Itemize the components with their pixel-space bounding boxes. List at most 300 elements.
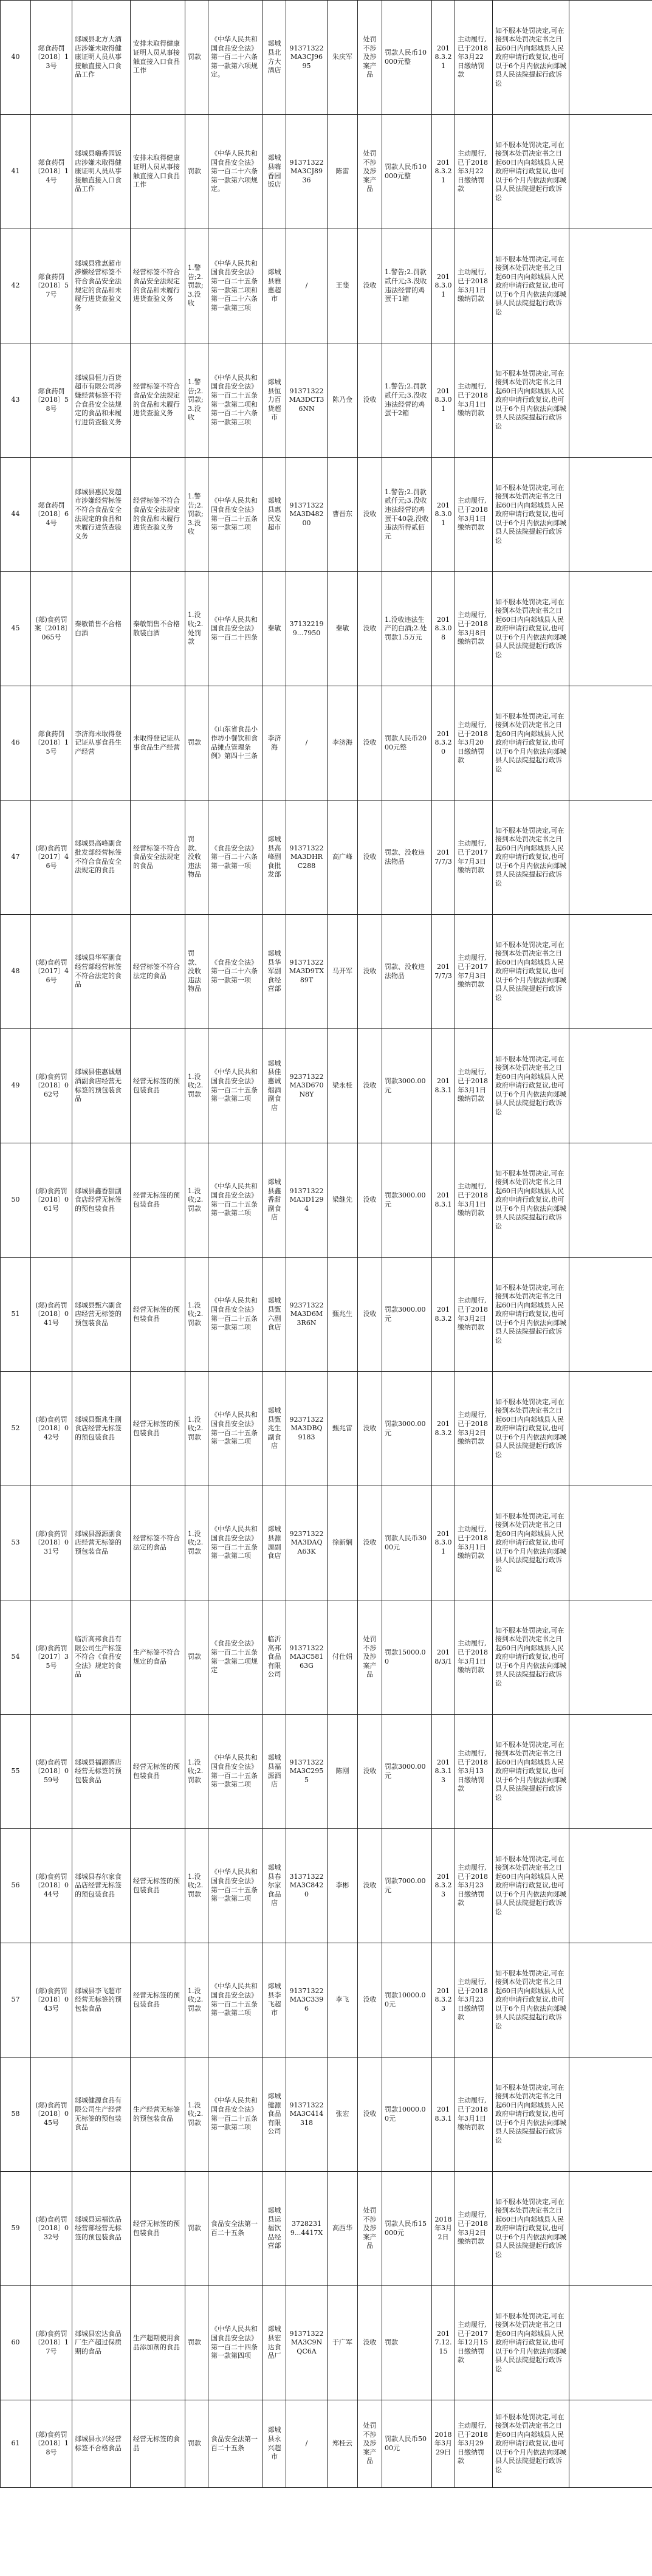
- party-name-text: 郯城县运福饮品经营部: [267, 2206, 281, 2250]
- decision-number-cell: [31, 1829, 72, 1943]
- remedy-cell: [493, 1943, 569, 2058]
- property-status-text: 没收: [363, 1881, 377, 1890]
- remedy-text: 如不服本处罚决定,可在接到本处罚决定书之日起60日内向郯城县人民政府申请行政复议,也可以于6个月内依法向郯城县人民法院提起行政诉讼: [495, 483, 566, 545]
- legal-representative-cell: [328, 1829, 358, 1943]
- row-number-text: 54: [11, 1653, 20, 1661]
- penalty-type-text: 1.警告;2.罚款;3.没收: [188, 492, 204, 536]
- credit-code-text: 92371322MA3DAQA63K: [289, 1529, 324, 1555]
- execution-text: 主动履行,已于2018年3月1日缴纳罚款: [458, 1525, 488, 1560]
- table-row: [1, 2172, 652, 2286]
- legal-representative-cell: [328, 1029, 358, 1143]
- property-status-cell: [358, 458, 382, 572]
- credit-code-text: 91371322MA3D48200: [289, 501, 324, 527]
- penalty-result-text: 罚款15000.00: [385, 1648, 426, 1665]
- penalty-type-cell: [185, 1715, 208, 1829]
- legal-representative-text: 马开军: [332, 967, 352, 976]
- row-number-text: 53: [11, 1538, 20, 1547]
- execution-text: 主动履行,已于2018年3月1日缴纳罚款: [458, 1068, 488, 1103]
- decision-date-text: 2018.3.1: [434, 2105, 452, 2123]
- row-number-text: 48: [11, 967, 20, 976]
- property-status-text: 处罚不涉及涉案产品: [363, 2206, 377, 2250]
- execution-text: 主动履行,已于2018年3月1日缴纳罚款: [458, 1182, 488, 1217]
- case-name-cell: [72, 1258, 131, 1372]
- legal-basis-text: 《中华人民共和国食品安全法》第一百二十五条第一款第二项: [211, 1868, 258, 1903]
- execution-text: 主动履行,已于2018年3月8日缴纳罚款: [458, 611, 488, 646]
- decision-number-cell: [31, 2286, 72, 2400]
- remedy-text: 如不服本处罚决定,可在接到本处罚决定书之日起60日内向郯城县人民政府申请行政复议,也可以于6个月内依法向郯城县人民法院提起行政诉讼: [495, 1397, 566, 1459]
- legal-basis-text: 《中华人民共和国食品安全法》第一百二十五条第一款第二项和第一百二十六条第一款第三项: [211, 259, 258, 312]
- row-number-text: 52: [11, 1424, 20, 1433]
- remark-cell: [569, 1600, 652, 1715]
- execution-cell: [455, 2286, 493, 2400]
- legal-basis-cell: [208, 2400, 263, 2488]
- execution-cell: [455, 1029, 493, 1143]
- remedy-cell: [493, 1258, 569, 1372]
- row-number-cell: [1, 1829, 31, 1943]
- penalty-result-text: 罚款人民币3000元: [385, 1534, 427, 1551]
- party-name-text: 郯城县春尔家食品店: [267, 1864, 281, 1907]
- property-status-text: 没收: [363, 1081, 377, 1090]
- party-name-cell: [263, 1372, 286, 1486]
- legal-basis-cell: [208, 2286, 263, 2400]
- table-row: [1, 801, 652, 915]
- violation-fact-cell: [131, 229, 185, 343]
- decision-number-cell: [31, 458, 72, 572]
- credit-code-cell: [286, 915, 328, 1029]
- party-name-cell: [263, 2172, 286, 2286]
- violation-fact-text: 经营无标签的食品: [133, 2434, 180, 2452]
- violation-fact-text: 经营标签不符合食品安全法规定的食品和未履行进货查验义务: [133, 497, 180, 532]
- penalty-result-cell: [382, 1, 432, 115]
- party-name-cell: [263, 1143, 286, 1258]
- violation-fact-cell: [131, 458, 185, 572]
- decision-number-cell: [31, 801, 72, 915]
- violation-fact-cell: [131, 1372, 185, 1486]
- penalty-type-text: 1.没收;2.罚款: [188, 2101, 204, 2127]
- party-name-cell: [263, 458, 286, 572]
- remedy-cell: [493, 2058, 569, 2172]
- decision-date-text: 2018.3.01: [434, 387, 452, 413]
- case-name-text: 郯城县佳惠诚烟酒副食店经营无标签的预包装食品: [75, 1068, 122, 1103]
- property-status-text: 没收: [363, 510, 377, 518]
- property-status-cell: [358, 1372, 382, 1486]
- table-row: [1, 1372, 652, 1486]
- remedy-cell: [493, 229, 569, 343]
- credit-code-cell: [286, 1258, 328, 1372]
- property-status-text: 没收: [363, 1996, 377, 2004]
- case-name-text: 郯城县运福饮品经营部经营无标签的预包装食品: [75, 2215, 122, 2241]
- party-name-text: 郯城县源源副食店: [267, 1525, 281, 1560]
- row-number-cell: [1, 2400, 31, 2488]
- decision-number-cell: [31, 343, 72, 458]
- remedy-cell: [493, 1600, 569, 1715]
- table-row: [1, 1258, 652, 1372]
- legal-basis-text: 《食品安全法》第一百二十五条第一款第二项规定: [211, 1639, 258, 1675]
- penalty-type-cell: [185, 115, 208, 229]
- decision-number-text: (郯)食药罚〔2018〕043号: [34, 1986, 69, 2013]
- decision-date-cell: [432, 1486, 455, 1600]
- case-name-cell: [72, 229, 131, 343]
- remedy-cell: [493, 1029, 569, 1143]
- remedy-cell: [493, 1829, 569, 1943]
- property-status-text: 没收: [363, 967, 377, 976]
- table-row: [1, 2286, 652, 2400]
- row-number-text: 61: [11, 2439, 20, 2448]
- credit-code-text: 92371322MA3DBQ9183: [289, 1415, 324, 1441]
- case-name-text: 郯城县宏达食品厂生产超过保质期的食品: [75, 2329, 122, 2355]
- penalty-result-cell: [382, 1258, 432, 1372]
- property-status-text: 没收: [363, 1767, 377, 1775]
- penalty-type-cell: [185, 1143, 208, 1258]
- violation-fact-text: 经营无标签的预包装食品: [133, 2219, 180, 2237]
- remedy-cell: [493, 801, 569, 915]
- legal-basis-cell: [208, 1372, 263, 1486]
- penalty-type-text: 1.没收;2.罚款: [188, 1415, 204, 1441]
- penalty-type-cell: [185, 2286, 208, 2400]
- row-number-text: 57: [11, 1996, 20, 2004]
- penalty-result-cell: [382, 1143, 432, 1258]
- remedy-cell: [493, 572, 569, 686]
- execution-cell: [455, 572, 493, 686]
- table-row: [1, 1, 652, 115]
- execution-text: 主动履行,已于2018年3月23日缴纳罚款: [458, 1978, 488, 2022]
- penalty-result-text: 罚款人民币5000元: [385, 2434, 427, 2452]
- table-row: [1, 1600, 652, 1715]
- row-number-text: 51: [11, 1310, 20, 1318]
- decision-number-cell: [31, 115, 72, 229]
- decision-date-cell: [432, 1029, 455, 1143]
- violation-fact-text: 秦敏销售不合格散装白酒: [133, 619, 180, 637]
- legal-basis-text: 食品安全法第一百二十五条: [211, 2434, 258, 2452]
- credit-code-text: /: [305, 281, 308, 290]
- credit-code-cell: [286, 229, 328, 343]
- credit-code-text: 371322199...7950: [289, 619, 324, 637]
- execution-cell: [455, 801, 493, 915]
- party-name-cell: [263, 1, 286, 115]
- party-name-text: 李济海: [267, 734, 281, 751]
- decision-date-text: 2018.3.1: [434, 1076, 452, 1094]
- case-name-cell: [72, 1943, 131, 2058]
- property-status-text: 没收: [363, 739, 377, 747]
- decision-date-cell: [432, 2172, 455, 2286]
- party-name-cell: [263, 2058, 286, 2172]
- property-status-cell: [358, 572, 382, 686]
- case-name-cell: [72, 2172, 131, 2286]
- remedy-cell: [493, 686, 569, 801]
- remark-cell: [569, 1829, 652, 1943]
- violation-fact-text: 经营标签不符合法定的食品: [133, 1534, 180, 1551]
- remedy-cell: [493, 2172, 569, 2286]
- penalty-result-cell: [382, 686, 432, 801]
- execution-cell: [455, 2172, 493, 2286]
- row-number-text: 40: [11, 53, 20, 61]
- remark-cell: [569, 2400, 652, 2488]
- credit-code-cell: [286, 115, 328, 229]
- decision-date-cell: [432, 458, 455, 572]
- party-name-cell: [263, 1029, 286, 1143]
- party-name-text: 秦敏: [267, 624, 281, 633]
- party-name-cell: [263, 1600, 286, 1715]
- case-name-text: 郯城县福源酒店经营无标签的预包装食品: [75, 1758, 122, 1784]
- penalty-type-text: 1.没收;2.罚款: [188, 1186, 204, 1213]
- case-name-text: 临沂高邦食品有限公司生产标签不符合《食品安全法》规定的食品: [75, 1635, 122, 1679]
- table-row: [1, 1486, 652, 1600]
- legal-representative-cell: [328, 915, 358, 1029]
- remark-cell: [569, 2286, 652, 2400]
- legal-representative-cell: [328, 1372, 358, 1486]
- execution-cell: [455, 1258, 493, 1372]
- remark-cell: [569, 2172, 652, 2286]
- violation-fact-cell: [131, 1715, 185, 1829]
- legal-basis-cell: [208, 1143, 263, 1258]
- remedy-cell: [493, 1486, 569, 1600]
- violation-fact-cell: [131, 1, 185, 115]
- penalty-type-text: 1.没收;2.罚款: [188, 1301, 204, 1327]
- decision-number-cell: [31, 2058, 72, 2172]
- row-number-text: 41: [11, 167, 20, 176]
- decision-date-text: 2018年3月29日: [434, 2430, 452, 2456]
- row-number-cell: [1, 1372, 31, 1486]
- credit-code-text: 91371322MA3C9NQC6A: [289, 2329, 324, 2355]
- decision-number-text: 郯食药罚〔2018〕13号: [34, 44, 69, 70]
- remark-cell: [569, 343, 652, 458]
- table-row: [1, 229, 652, 343]
- legal-representative-text: 梁永桂: [332, 1081, 352, 1090]
- violation-fact-cell: [131, 2286, 185, 2400]
- credit-code-cell: [286, 1372, 328, 1486]
- penalty-type-cell: [185, 2400, 208, 2488]
- legal-basis-text: 《中华人民共和国食品安全法》第一百二十五条第一款第二项: [211, 1182, 258, 1217]
- legal-representative-text: 陈乃金: [332, 396, 352, 404]
- property-status-text: 没收: [363, 1310, 377, 1318]
- decision-number-text: 郯食药罚〔2018〕14号: [34, 158, 69, 184]
- violation-fact-text: 生产超期使用食品添加剂的食品: [133, 2333, 180, 2351]
- decision-date-text: 2018.3.2: [434, 1419, 452, 1437]
- violation-fact-text: 经营无标签的预包装食品: [133, 1305, 180, 1323]
- credit-code-text: 91371322MA3C3396: [289, 1986, 324, 2013]
- legal-basis-cell: [208, 115, 263, 229]
- violation-fact-cell: [131, 572, 185, 686]
- party-name-text: 郯城县雅惠超市: [267, 268, 281, 303]
- penalty-result-text: 罚款、没收违法物品: [385, 962, 425, 980]
- case-name-text: 郯城县惠民发超市涉嫌经营标签不符合食品安全法规定的食品和未履行进货查验义务: [75, 487, 122, 540]
- property-status-cell: [358, 801, 382, 915]
- party-name-cell: [263, 1715, 286, 1829]
- penalty-result-text: 罚款人民币10000元整: [385, 162, 427, 180]
- decision-number-text: (郯)食药罚〔2018〕059号: [34, 1758, 69, 1784]
- remedy-text: 如不服本处罚决定,可在接到本处罚决定书之日起60日内向郯城县人民政府申请行政复议,也可以于6个月内依法向郯城县人民法院提起行政诉讼: [495, 1283, 566, 1345]
- row-number-cell: [1, 1715, 31, 1829]
- penalty-type-cell: [185, 1600, 208, 1715]
- decision-number-cell: [31, 2400, 72, 2488]
- legal-representative-text: 张宏: [335, 2110, 349, 2118]
- remark-cell: [569, 458, 652, 572]
- table-row: [1, 2400, 652, 2488]
- remark-cell: [569, 1372, 652, 1486]
- party-name-cell: [263, 1943, 286, 2058]
- case-name-text: 郯城县雅惠超市涉嫌经营标签不符合食品安全法规定的食品和未履行进货查验义务: [75, 259, 122, 312]
- legal-basis-cell: [208, 1943, 263, 2058]
- execution-cell: [455, 1486, 493, 1600]
- decision-date-cell: [432, 2400, 455, 2488]
- property-status-text: 处罚不涉及涉案产品: [363, 35, 377, 79]
- penalty-result-cell: [382, 1486, 432, 1600]
- violation-fact-cell: [131, 115, 185, 229]
- remedy-text: 如不服本处罚决定,可在接到本处罚决定书之日起60日内向郯城县人民政府申请行政复议,也可以于6个月内依法向郯城县人民法院提起行政诉讼: [495, 1626, 566, 1687]
- remedy-text: 如不服本处罚决定,可在接到本处罚决定书之日起60日内向郯城县人民政府申请行政复议,也可以于6个月内依法向郯城县人民法院提起行政诉讼: [495, 598, 566, 659]
- legal-representative-text: 梁继先: [332, 1196, 352, 1204]
- penalty-type-cell: [185, 2058, 208, 2172]
- penalty-type-cell: [185, 458, 208, 572]
- legal-basis-text: 《中华人民共和国食品安全法》第一百二十五条第一款第二项: [211, 1297, 258, 1332]
- penalty-result-text: 罚款3000.00元: [385, 1076, 426, 1094]
- remedy-text: 如不服本处罚决定,可在接到本处罚决定书之日起60日内向郯城县人民政府申请行政复议,也可以于6个月内依法向郯城县人民法院提起行政诉讼: [495, 826, 566, 887]
- execution-text: 主动履行,已于2018年3月23日缴纳罚款: [458, 1864, 488, 1907]
- case-name-cell: [72, 801, 131, 915]
- row-number-text: 58: [11, 2110, 20, 2118]
- decision-date-cell: [432, 343, 455, 458]
- credit-code-text: 91371322MA3CJ9695: [289, 44, 324, 70]
- case-name-cell: [72, 1143, 131, 1258]
- decision-number-cell: [31, 1943, 72, 2058]
- party-name-cell: [263, 2400, 286, 2488]
- table-row: [1, 2058, 652, 2172]
- decision-date-text: 2018.3.21: [434, 44, 452, 70]
- case-name-text: 郯城县嗨香园饭店涉嫌未取得健康证明人员从事接触直接入口食品工作: [75, 150, 122, 193]
- property-status-cell: [358, 2058, 382, 2172]
- row-number-cell: [1, 1143, 31, 1258]
- legal-basis-text: 《中华人民共和国食品安全法》第一百二十五条第一款第二项: [211, 497, 258, 532]
- penalty-type-text: 罚款: [188, 2224, 201, 2233]
- property-status-text: 没收: [363, 396, 377, 404]
- execution-cell: [455, 1715, 493, 1829]
- remedy-text: 如不服本处罚决定,可在接到本处罚决定书之日起60日内向郯城县人民政府申请行政复议,也可以于6个月内依法向郯城县人民法院提起行政诉讼: [495, 712, 566, 773]
- party-name-text: 郯城县鑫香甜副食店: [267, 1178, 281, 1222]
- property-status-text: 没收: [363, 2110, 377, 2118]
- case-name-text: 郯城县高峰副食批发部经营标签不符合食品安全法规定的食品: [75, 839, 122, 875]
- case-name-cell: [72, 1372, 131, 1486]
- penalty-result-text: 罚款人民币2000元整: [385, 734, 427, 751]
- decision-date-text: 2018.3.01: [434, 1529, 452, 1555]
- violation-fact-cell: [131, 2400, 185, 2488]
- legal-representative-cell: [328, 2172, 358, 2286]
- violation-fact-cell: [131, 1143, 185, 1258]
- penalty-type-cell: [185, 1486, 208, 1600]
- case-name-cell: [72, 1715, 131, 1829]
- row-number-cell: [1, 1600, 31, 1715]
- case-name-text: 郯城县恒力百货超市有限公司涉嫌经营标签不符合食品安全法规定的食品和未履行进货查验义务: [75, 373, 122, 426]
- case-name-text: 李济海未取得登记证从事食品生产经营: [75, 729, 122, 756]
- legal-basis-text: 《中华人民共和国食品安全法》第一百二十五条第一款第二项和第一百二十六条第一款第三项: [211, 373, 258, 426]
- legal-basis-cell: [208, 572, 263, 686]
- decision-number-text: 郯食药罚〔2018〕57号: [34, 272, 69, 298]
- penalty-type-text: 1.没收;2.罚款: [188, 1758, 204, 1784]
- credit-code-text: 91371322MA3D1294: [289, 1186, 324, 1213]
- table-row: [1, 458, 652, 572]
- execution-cell: [455, 1829, 493, 1943]
- decision-number-text: (郯)食药罚〔2018〕032号: [34, 2215, 69, 2241]
- legal-basis-text: 食品安全法第一百二十五条: [211, 2219, 258, 2237]
- penalty-result-cell: [382, 915, 432, 1029]
- execution-cell: [455, 1372, 493, 1486]
- decision-number-text: (郯)食药罚案〔2018〕065号: [34, 615, 69, 641]
- penalty-type-cell: [185, 1, 208, 115]
- case-name-cell: [72, 115, 131, 229]
- legal-basis-cell: [208, 2172, 263, 2286]
- decision-date-text: 2018.3.21: [434, 158, 452, 184]
- penalty-result-text: 罚款3000.00元: [385, 1762, 426, 1780]
- legal-basis-cell: [208, 1258, 263, 1372]
- decision-date-cell: [432, 1715, 455, 1829]
- remedy-text: 如不服本处罚决定,可在接到本处罚决定书之日起60日内向郯城县人民政府申请行政复议,也可以于6个月内依法向郯城县人民法院提起行政诉讼: [495, 26, 566, 88]
- violation-fact-text: 经营无标签的预包装食品: [133, 1876, 180, 1894]
- remedy-text: 如不服本处罚决定,可在接到本处罚决定书之日起60日内向郯城县人民政府申请行政复议,也可以于6个月内依法向郯城县人民法院提起行政诉讼: [495, 2412, 566, 2474]
- case-name-text: 郯城健源食品有限公司生产经营无标签的预包装食品: [75, 2096, 122, 2132]
- credit-code-text: 91371322MA3C2955: [289, 1758, 324, 1784]
- decision-number-cell: [31, 686, 72, 801]
- credit-code-cell: [286, 1486, 328, 1600]
- decision-number-cell: [31, 915, 72, 1029]
- case-name-cell: [72, 572, 131, 686]
- decision-number-text: 郯食药罚〔2018〕58号: [34, 387, 69, 413]
- credit-code-text: 91371322MA3C414318: [289, 2101, 324, 2127]
- property-status-cell: [358, 1829, 382, 1943]
- case-name-text: 郯城县鑫香甜副食店经营无标签的预包装食品: [75, 1186, 122, 1213]
- legal-representative-cell: [328, 1943, 358, 2058]
- legal-basis-text: 《食品安全法》第一百二十六条第一款第一项: [211, 958, 258, 984]
- remedy-text: 如不服本处罚决定,可在接到本处罚决定书之日起60日内向郯城县人民政府申请行政复议,也可以于6个月内依法向郯城县人民法院提起行政诉讼: [495, 369, 566, 430]
- legal-representative-cell: [328, 229, 358, 343]
- execution-text: 主动履行,已于2017年12月15日缴纳罚款: [458, 2321, 488, 2364]
- legal-basis-cell: [208, 686, 263, 801]
- property-status-cell: [358, 2400, 382, 2488]
- legal-basis-cell: [208, 1829, 263, 1943]
- legal-basis-cell: [208, 2058, 263, 2172]
- legal-representative-cell: [328, 458, 358, 572]
- execution-cell: [455, 458, 493, 572]
- legal-representative-text: 于广军: [332, 2338, 352, 2347]
- row-number-text: 50: [11, 1196, 20, 1204]
- legal-representative-cell: [328, 1715, 358, 1829]
- penalty-type-text: 1.没收;2.罚款: [188, 1072, 204, 1098]
- legal-representative-cell: [328, 1486, 358, 1600]
- credit-code-text: 31371322MA3C8420: [289, 1872, 324, 1898]
- violation-fact-text: 经营无标签的预包装食品: [133, 1076, 180, 1094]
- party-name-cell: [263, 1829, 286, 1943]
- row-number-cell: [1, 115, 31, 229]
- credit-code-cell: [286, 801, 328, 915]
- violation-fact-cell: [131, 1486, 185, 1600]
- property-status-cell: [358, 915, 382, 1029]
- remedy-text: 如不服本处罚决定,可在接到本处罚决定书之日起60日内向郯城县人民政府申请行政复议,也可以于6个月内依法向郯城县人民法院提起行政诉讼: [495, 2083, 566, 2144]
- decision-number-cell: [31, 1258, 72, 1372]
- property-status-cell: [358, 115, 382, 229]
- remedy-cell: [493, 1372, 569, 1486]
- decision-date-cell: [432, 1943, 455, 2058]
- penalty-result-text: 罚款人民币10000元整: [385, 48, 427, 66]
- execution-text: 主动履行,已于2018年3月1日缴纳罚款: [458, 497, 488, 532]
- penalty-type-text: 1.没收;2.处罚款: [188, 611, 204, 646]
- legal-representative-text: 高西华: [332, 2224, 352, 2233]
- case-name-cell: [72, 686, 131, 801]
- decision-date-text: 2018.3.01: [434, 501, 452, 527]
- credit-code-text: 91371322MA3DHRC288: [289, 844, 324, 870]
- legal-basis-text: 《中华人民共和国食品安全法》第一百二十五条第一款第二项: [211, 2096, 258, 2132]
- remedy-text: 如不服本处罚决定,可在接到本处罚决定书之日起60日内向郯城县人民政府申请行政复议,也可以于6个月内依法向郯城县人民法院提起行政诉讼: [495, 2197, 566, 2259]
- case-name-cell: [72, 1600, 131, 1715]
- remark-cell: [569, 1258, 652, 1372]
- legal-representative-cell: [328, 2058, 358, 2172]
